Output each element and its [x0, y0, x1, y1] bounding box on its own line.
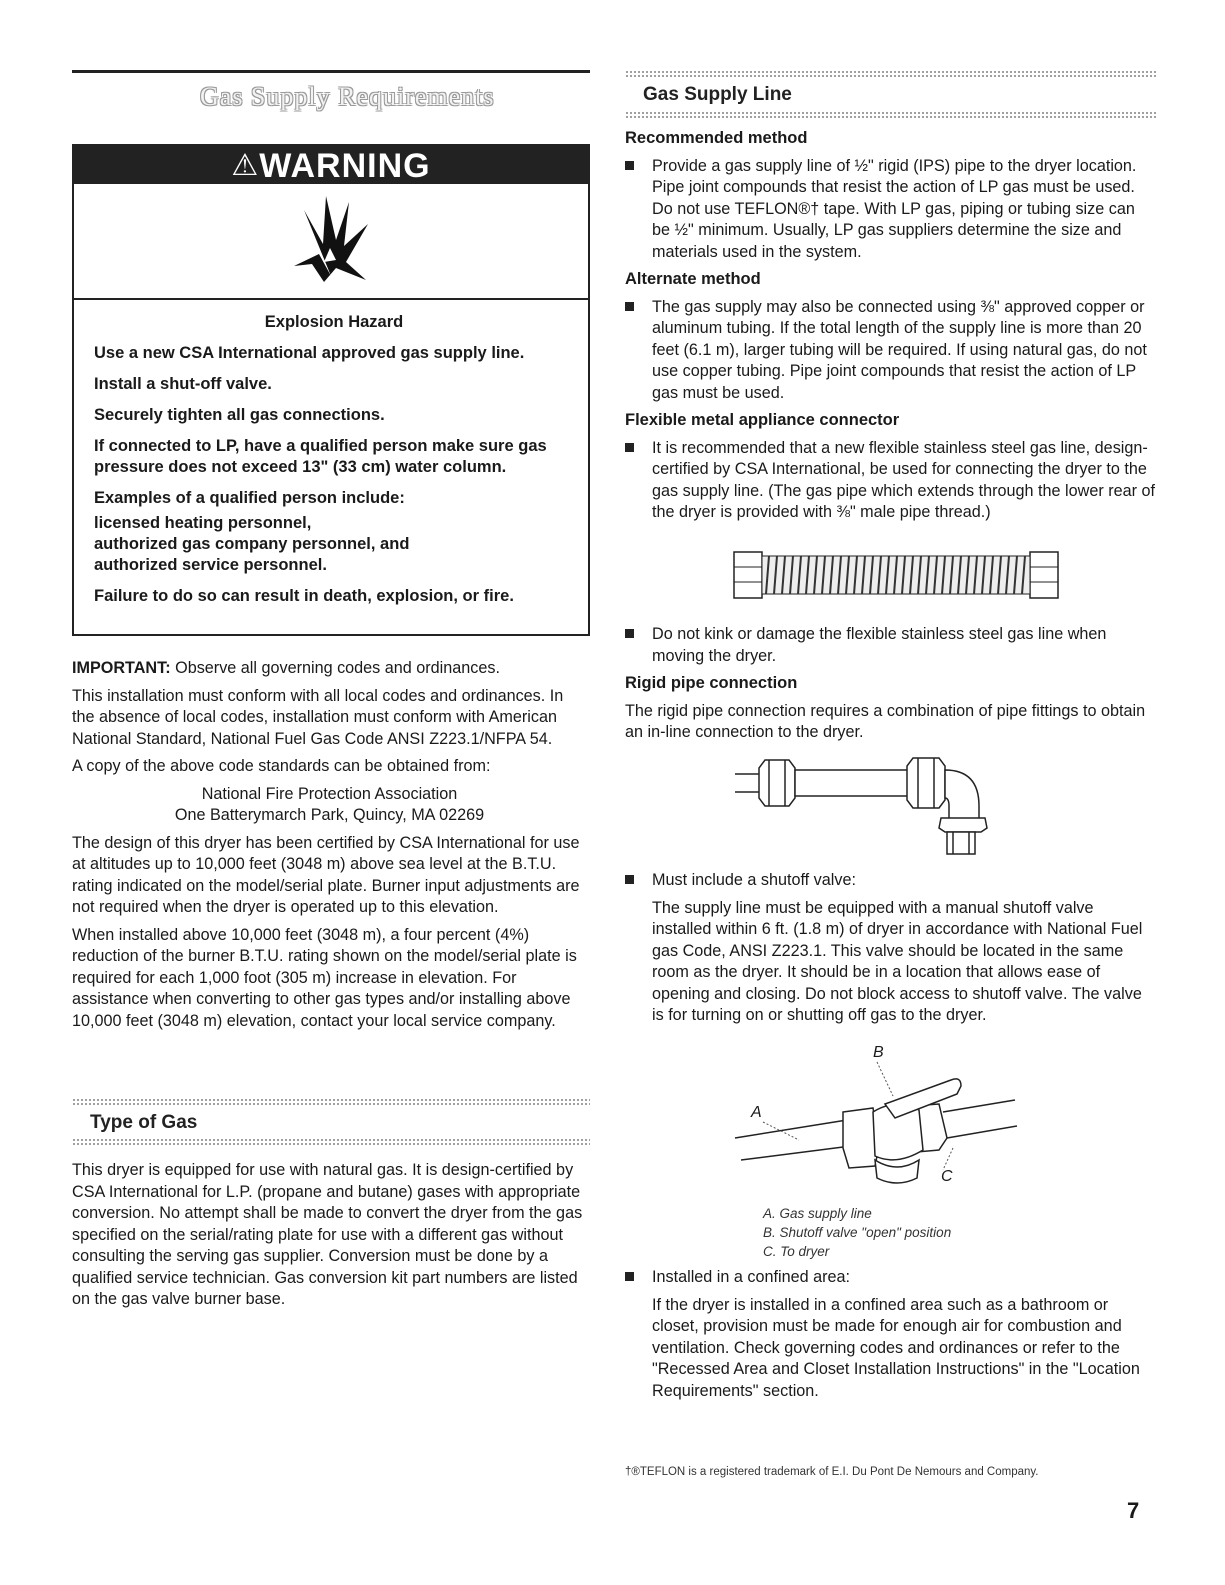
important-note	[72, 658, 587, 680]
section-title: Gas Supply Requirements	[200, 82, 495, 111]
type-of-gas-body	[72, 1160, 587, 1317]
bullet-text: The gas supply may also be connected using ⅜" approved copper or aluminum tubing. If the total length of the supply line is more than 20 feet (6.1 m), larger tubing will be required. If using natural gas, do not use copper tubing. Pipe joint compounds that resist the action of LP gas must be used.	[652, 297, 1147, 402]
explosion-icon	[74, 184, 588, 298]
warning-line: Examples of a qualified person include:	[94, 489, 405, 507]
dotted-rule	[625, 111, 1157, 119]
address-line: One Batterymarch Park, Quincy, MA 02269	[174, 806, 485, 824]
hazard-title: Explosion Hazard	[264, 313, 404, 331]
bullet-square-icon	[625, 629, 634, 638]
flexible-connector-illustration	[733, 550, 1059, 602]
paragraph: The design of this dryer has been certified by CSA International for use at altitudes up to 10,000 feet (3048 m) above sea level at the B.T.U. rating indicated on the model/serial plate. Burner input adjustments are not required when the dryer is operated up to this elevation.	[72, 833, 580, 916]
warning-line: Use a new CSA International approved gas supply line.	[94, 344, 525, 362]
bullet-square-icon	[625, 161, 634, 170]
alternate-heading: Alternate method	[625, 270, 761, 288]
bullet-text: Provide a gas supply line of ½" rigid (IPS) pipe to the dryer location. Pipe joint compounds that resist the action of LP gas must be used. Do not use TEFLON®† tape. With LP gas, piping or tubing size can be ½" minimum. Usually, LP gas suppliers determine the size and materials used in the system.	[652, 156, 1137, 261]
rigid-pipe-illustration	[735, 752, 1015, 856]
gas-supply-line-title: Gas Supply Line	[643, 84, 792, 105]
example-item: authorized service personnel.	[94, 556, 327, 574]
indented-paragraph: The supply line must be equipped with a manual shutoff valve installed within 6 ft. (1.8 m) of dryer in accordance with National Fuel gas Code, ANSI Z223.1. This valve should be located in the same room as the dryer. It should be in a location that allows ease of opening and closing. Do not block access to shutoff valve. The valve is for turning on or shutting off gas to the dryer.	[652, 898, 1143, 1024]
flex-heading: Flexible metal appliance connector	[625, 411, 900, 429]
important-text: Observe all governing codes and ordinances.	[170, 659, 500, 677]
bullet-text: It is recommended that a new flexible stainless steel gas line, design-certified by CSA International, be used for connecting the dryer to the gas supply line. (The gas pipe which extends through the lower rear of the dryer is provided with ⅜" male pipe thread.)	[652, 438, 1155, 521]
paragraph: A copy of the above code standards can be obtained from:	[72, 757, 491, 775]
important-label: IMPORTANT:	[72, 659, 171, 677]
example-item: licensed heating personnel,	[94, 514, 312, 532]
shutoff-valve-figure	[725, 1042, 1055, 1200]
bullet-item	[625, 870, 1155, 892]
warning-line: Securely tighten all gas connections.	[94, 406, 385, 424]
warning-icon-area	[74, 184, 588, 300]
warning-failure: Failure to do so can result in death, explosion, or fire.	[94, 587, 514, 605]
caption-line: C. To dryer	[763, 1244, 830, 1259]
warning-triangle-icon: ⚠	[231, 149, 260, 182]
warning-heading: WARNING	[259, 147, 431, 185]
type-of-gas-title: Type of Gas	[90, 1112, 198, 1133]
paragraph: This dryer is equipped for use with natural gas. It is design-certified by CSA International for L.P. (propane and butane) gases with appropriate conversion. No attempt shall be made to convert the dryer from the gas specified on the serial/rating plate for use with a different gas without consulting the serving gas supplier. Conversion must be done by a qualified service technician. Gas conversion kit part numbers are listed on the gas valve burner base.	[72, 1161, 583, 1308]
paragraph: The rigid pipe connection requires a combination of pipe fittings to obtain an in-line connection to the dryer.	[625, 701, 1146, 741]
example-item: authorized gas company personnel, and	[94, 535, 410, 553]
page-number: 7	[1127, 1498, 1140, 1523]
bullet-text: Installed in a confined area:	[652, 1268, 850, 1286]
rigid-heading: Rigid pipe connection	[625, 674, 798, 692]
address	[72, 784, 587, 827]
warning-line: Install a shut-off valve.	[94, 375, 272, 393]
right-body-top	[625, 128, 1155, 530]
dotted-rule	[625, 70, 1157, 78]
warning-header	[74, 146, 588, 184]
bullet-square-icon	[625, 875, 634, 884]
bullet-square-icon	[625, 1272, 634, 1281]
dotted-rule	[72, 1098, 590, 1106]
bullet-item	[625, 624, 1155, 667]
valve-caption	[625, 1204, 1155, 1261]
top-rule	[72, 70, 590, 73]
right-body-shutoff	[625, 870, 1155, 1033]
bullet-item	[625, 1267, 1155, 1289]
caption-line: A. Gas supply line	[763, 1206, 872, 1221]
address-line: National Fire Protection Association	[201, 784, 458, 803]
right-body-middle	[625, 624, 1155, 750]
paragraph: This installation must conform with all local codes and ordinances. In the absence of local codes, installation must conform with American National Standard, National Fuel Gas Code ANSI Z223.1/NFPA 54.	[72, 686, 564, 748]
bullet-item	[625, 438, 1155, 524]
warning-line: If connected to LP, have a qualified person make sure gas pressure does not exceed 13" (33 cm) water column.	[94, 437, 547, 476]
valve-label-b: B	[873, 1044, 884, 1061]
caption-line: B. Shutoff valve "open" position	[763, 1225, 952, 1240]
valve-label-c: C	[941, 1168, 953, 1185]
warning-box	[72, 144, 590, 636]
warning-text	[94, 312, 574, 617]
paragraph: When installed above 10,000 feet (3048 m), a four percent (4%) reduction of the burner B.T.U. rating shown on the model/serial plate is required for each 1,000 foot (305 m) increase in elevation. For assistance when converting to other gas types and/or installing above 10,000 feet (3048 m) elevation, contact your local service company.	[72, 925, 577, 1030]
bullet-text: Must include a shutoff valve:	[652, 871, 856, 889]
bullet-text: Do not kink or damage the flexible stainless steel gas line when moving the dryer.	[652, 625, 1107, 665]
left-body	[72, 658, 587, 1038]
recommended-heading: Recommended method	[625, 129, 808, 147]
footnote: †®TEFLON is a registered trademark of E.I. Du Pont De Nemours and Company.	[625, 1466, 1039, 1478]
bullet-square-icon	[625, 443, 634, 452]
bullet-item	[625, 297, 1155, 405]
bullet-item	[625, 156, 1155, 264]
indented-paragraph: If the dryer is installed in a confined area such as a bathroom or closet, provision must be made for enough air for combustion and ventilation. Check governing codes and ordinances or refer to the "Recessed Area and Closet Installation Instructions" in the "Location Requirements" section.	[652, 1295, 1140, 1400]
right-body-bottom	[625, 1204, 1155, 1408]
dotted-rule	[72, 1138, 590, 1146]
warning-examples	[94, 513, 574, 576]
bullet-square-icon	[625, 302, 634, 311]
valve-label-a: A	[751, 1104, 762, 1121]
